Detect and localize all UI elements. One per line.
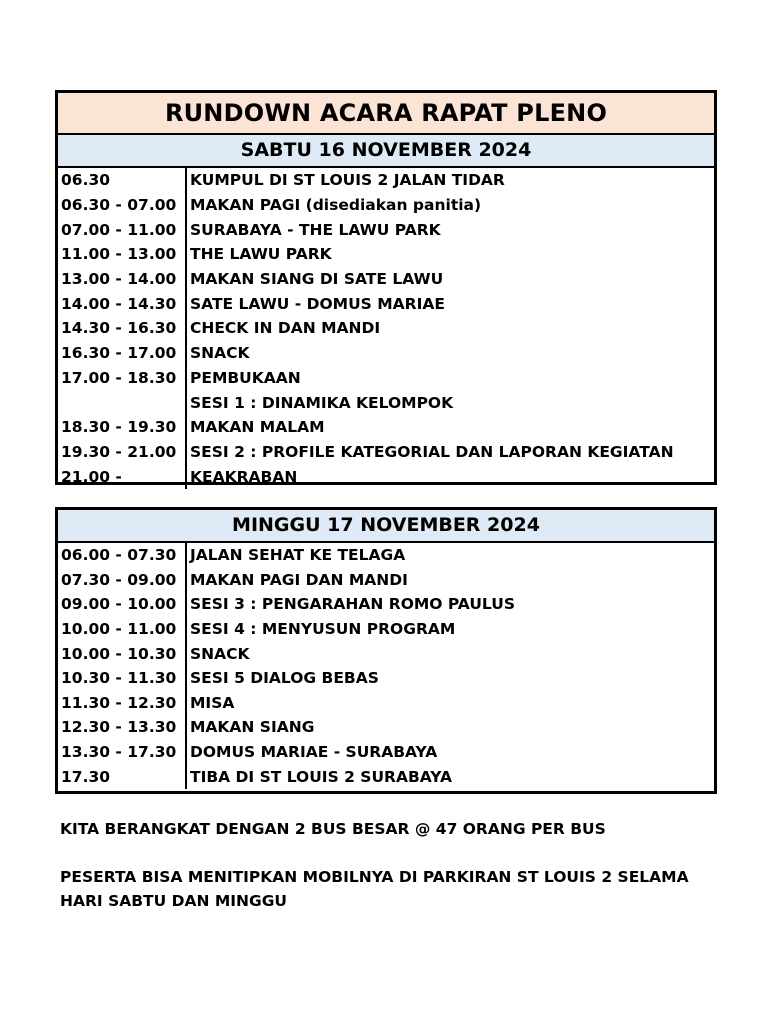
schedule-row xyxy=(58,691,714,716)
day-header-saturday: SABTU 16 NOVEMBER 2024 xyxy=(58,135,714,168)
row-time: 14.30 - 16.30 xyxy=(61,319,177,338)
row-activity: KEAKRABAN xyxy=(190,467,298,486)
row-activity: MAKAN SIANG DI SATE LAWU xyxy=(190,270,444,289)
row-time: 12.30 - 13.30 xyxy=(61,718,177,737)
row-time: 06.30 - 07.00 xyxy=(61,196,177,215)
schedule-row xyxy=(58,764,714,789)
row-time: 21.00 - xyxy=(61,467,122,486)
row-activity: TIBA DI ST LOUIS 2 SURABAYA xyxy=(190,767,453,786)
schedule-row xyxy=(58,641,714,666)
row-activity: MISA xyxy=(190,693,235,712)
row-time: 10.00 - 10.30 xyxy=(61,644,177,663)
row-activity: CHECK IN DAN MANDI xyxy=(190,319,381,338)
row-time: 18.30 - 19.30 xyxy=(61,418,177,437)
note-parking xyxy=(60,865,720,913)
row-activity: MAKAN PAGI DAN MANDI xyxy=(190,570,408,589)
note-bus xyxy=(60,817,720,841)
row-activity: SESI 4 : MENYUSUN PROGRAM xyxy=(190,620,456,639)
row-time: 10.00 - 11.00 xyxy=(61,620,177,639)
schedule-row xyxy=(58,390,714,415)
schedule-row xyxy=(58,543,714,568)
row-time: 10.30 - 11.30 xyxy=(61,669,177,688)
day-header-sunday: MINGGU 17 NOVEMBER 2024 xyxy=(58,510,714,543)
schedule-table-sunday xyxy=(55,507,717,794)
schedule-table-saturday xyxy=(55,90,717,485)
schedule-row xyxy=(58,568,714,593)
schedule-row xyxy=(58,715,714,740)
row-activity: SATE LAWU - DOMUS MARIAE xyxy=(190,294,445,313)
row-activity: KUMPUL DI ST LOUIS 2 JALAN TIDAR xyxy=(190,171,505,190)
row-time: 17.00 - 18.30 xyxy=(61,368,177,387)
row-time: 11.30 - 12.30 xyxy=(61,693,177,712)
schedule-row xyxy=(58,440,714,465)
row-time: 09.00 - 10.00 xyxy=(61,595,177,614)
row-time: 19.30 - 21.00 xyxy=(61,442,177,461)
row-time: 06.30 xyxy=(61,171,111,190)
schedule-row xyxy=(58,366,714,391)
schedule-row xyxy=(58,217,714,242)
row-activity: JALAN SEHAT KE TELAGA xyxy=(190,546,406,565)
row-activity: SESI 5 DIALOG BEBAS xyxy=(190,669,379,688)
schedule-row xyxy=(58,168,714,193)
row-activity: MAKAN SIANG xyxy=(190,718,315,737)
row-activity: PEMBUKAAN xyxy=(190,368,301,387)
schedule-row xyxy=(58,193,714,218)
row-activity: THE LAWU PARK xyxy=(190,245,332,264)
schedule-row xyxy=(58,341,714,366)
row-activity: SESI 2 : PROFILE KATEGORIAL DAN LAPORAN KEGIATAN xyxy=(190,442,674,461)
schedule-row xyxy=(58,740,714,765)
row-time: 13.30 - 17.30 xyxy=(61,743,177,762)
row-time: 11.00 - 13.00 xyxy=(61,245,177,264)
note-parking-line1: PESERTA BISA MENITIPKAN MOBILNYA DI PARKIRAN ST LOUIS 2 SELAMA xyxy=(60,868,689,886)
schedule-row xyxy=(58,617,714,642)
row-time: 16.30 - 17.00 xyxy=(61,344,177,363)
row-activity: SESI 3 : PENGARAHAN ROMO PAULUS xyxy=(190,595,515,614)
schedule-row xyxy=(58,666,714,691)
row-time: 17.30 xyxy=(61,767,111,786)
row-activity: SESI 1 : DINAMIKA KELOMPOK xyxy=(190,393,454,412)
schedule-row xyxy=(58,592,714,617)
schedule-row xyxy=(58,267,714,292)
schedule-row xyxy=(58,316,714,341)
schedule-row xyxy=(58,242,714,267)
row-time: 13.00 - 14.00 xyxy=(61,270,177,289)
schedule-rows-saturday xyxy=(58,168,714,489)
note-parking-line2: HARI SABTU DAN MINGGU xyxy=(60,892,288,910)
row-activity: MAKAN MALAM xyxy=(190,418,325,437)
row-activity: DOMUS MARIAE - SURABAYA xyxy=(190,743,438,762)
schedule-row xyxy=(58,464,714,489)
row-activity: MAKAN PAGI (disediakan panitia) xyxy=(190,196,482,215)
row-activity: SNACK xyxy=(190,344,250,363)
row-time: 07.00 - 11.00 xyxy=(61,220,177,239)
schedule-row xyxy=(58,291,714,316)
row-time: 06.00 - 07.30 xyxy=(61,546,177,565)
row-activity: SNACK xyxy=(190,644,250,663)
row-time: 07.30 - 09.00 xyxy=(61,570,177,589)
row-activity: SURABAYA - THE LAWU PARK xyxy=(190,220,441,239)
schedule-row xyxy=(58,415,714,440)
schedule-rows-sunday xyxy=(58,543,714,789)
note-bus-text: KITA BERANGKAT DENGAN 2 BUS BESAR @ 47 ORANG PER BUS xyxy=(60,820,606,838)
document-title: RUNDOWN ACARA RAPAT PLENO xyxy=(58,93,714,135)
row-time: 14.00 - 14.30 xyxy=(61,294,177,313)
